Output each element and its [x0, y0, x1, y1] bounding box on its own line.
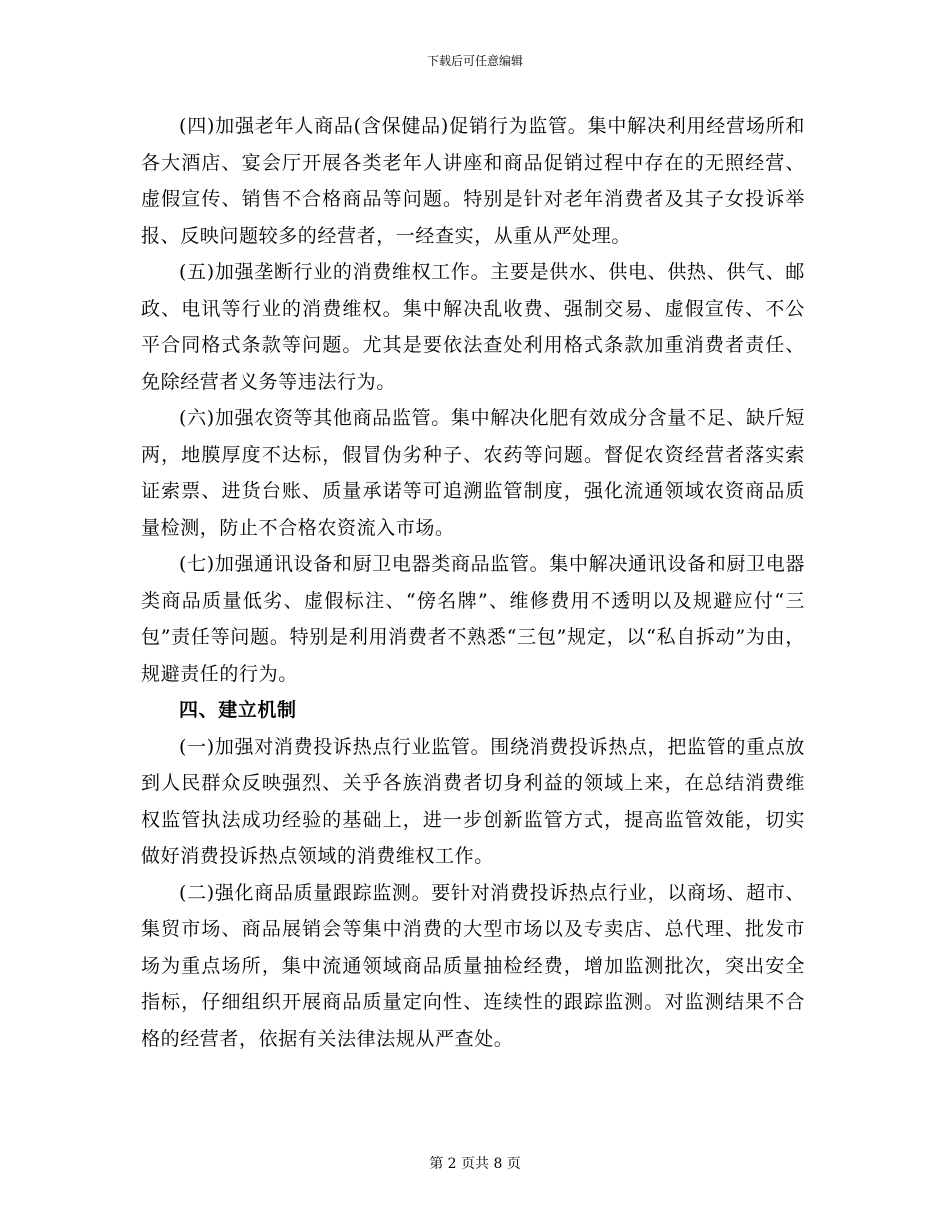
document-body: [141, 108, 805, 1057]
page-number: 第 2 页共 8 页: [429, 1156, 521, 1172]
paragraph-4: (四)加强老年人商品(含保健品)促销行为监管。集中解决利用经营场所和各大酒店、宴会厅开展各类老年人讲座和商品促销过程中存在的无照经营、虚假宣传、销售不合格商品等问题。特别是针对老年消费者及其子女投诉举报、反映问题较多的经营者，一经查实，从重从严处理。: [141, 115, 805, 247]
page-header-note: 下载后可任意编辑: [426, 54, 523, 68]
section-paragraph-1: (一)加强对消费投诉热点行业监管。围绕消费投诉热点，把监管的重点放到人民群众反映强烈、关乎各族消费者切身利益的领域上来，在总结消费维权监管执法成功经验的基础上，进一步创新监管方式，提高监管效能，切实做好消费投诉热点领域的消费维权工作。: [141, 735, 805, 867]
paragraph-6: (六)加强农资等其他商品监管。集中解决化肥有效成分含量不足、缺斤短两，地膜厚度不达标，假冒伪劣种子、农药等问题。督促农资经营者落实索证索票、进货台账、质量承诺等可追溯监管制度，强化流通领域农资商品质量检测，防止不合格农资流入市场。: [141, 407, 805, 539]
section-paragraph-2: (二)强化商品质量跟踪监测。要针对消费投诉热点行业，以商场、超市、集贸市场、商品展销会等集中消费的大型市场以及专卖店、总代理、批发市场为重点场所，集中流通领域商品质量抽检经费，增加监测批次，突出安全指标，仔细组织开展商品质量定向性、连续性的跟踪监测。对监测结果不合格的经营者，依据有关法律法规从严查处。: [141, 881, 805, 1050]
section-heading: 四、建立机制: [179, 699, 297, 721]
paragraph-7: (七)加强通讯设备和厨卫电器类商品监管。集中解决通讯设备和厨卫电器类商品质量低劣、虚假标注、“傍名牌”、维修费用不透明以及规避应付“三包”责任等问题。特别是利用消费者不熟悉“三包”规定，以“私自拆动”为由，规避责任的行为。: [141, 553, 805, 685]
paragraph-5: (五)加强垄断行业的消费维权工作。主要是供水、供电、供热、供气、邮政、电讯等行业的消费维权。集中解决乱收费、强制交易、虚假宣传、不公平合同格式条款等问题。尤其是要依法查处利用格式条款加重消费者责任、免除经营者义务等违法行为。: [141, 261, 805, 393]
